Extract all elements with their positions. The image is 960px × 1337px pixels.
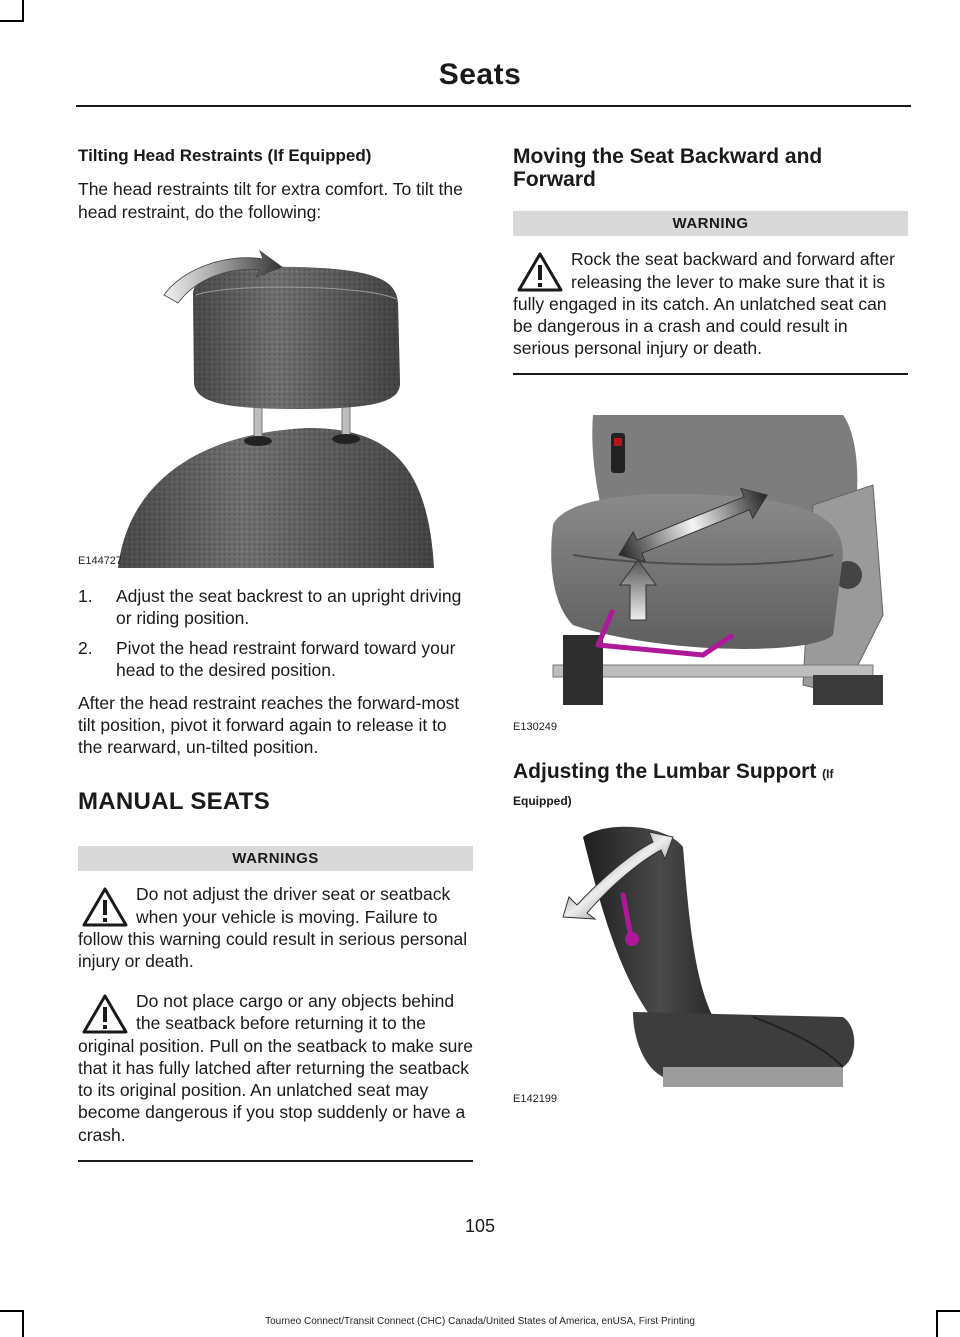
seat-slide-figure bbox=[513, 405, 908, 735]
lumbar-illustration bbox=[513, 817, 908, 1107]
warning-block bbox=[513, 248, 908, 359]
crop-mark bbox=[0, 1310, 24, 1312]
warning-text: Do not adjust the driver seat or seatback when your vehicle is moving. Failure to follow this warning could result in serious personal injury or death. bbox=[78, 884, 468, 972]
head-restraint-illustration bbox=[78, 233, 473, 569]
crop-mark bbox=[22, 0, 24, 22]
warning-triangle-icon bbox=[82, 887, 128, 927]
warning-triangle-icon bbox=[517, 252, 563, 292]
seat-slide-illustration bbox=[513, 405, 908, 735]
crop-mark bbox=[0, 20, 24, 22]
right-column bbox=[513, 146, 908, 1107]
step-text: Pivot the head restraint forward toward your head to the desired position. bbox=[116, 638, 456, 681]
lumbar-heading-text: Adjusting the Lumbar Support bbox=[513, 760, 817, 784]
crop-mark bbox=[936, 1310, 960, 1312]
warning-end-rule bbox=[78, 1160, 473, 1162]
left-column bbox=[78, 146, 473, 1162]
header-divider bbox=[76, 105, 911, 107]
warning-block bbox=[78, 883, 473, 972]
list-item bbox=[78, 585, 473, 629]
moving-seat-heading: Moving the Seat Backward and Forward bbox=[513, 145, 823, 191]
lumbar-heading-suffix-2: Equipped) bbox=[513, 794, 572, 809]
page-title: Seats bbox=[438, 58, 522, 91]
lumbar-figure bbox=[513, 817, 908, 1107]
step-text: Adjust the seat backrest to an upright driving or riding position. bbox=[116, 585, 462, 629]
head-restraint-figure bbox=[78, 233, 473, 569]
footer-text: Tourneo Connect/Transit Connect (CHC) Canada/United States of America, enUSA, First Printing bbox=[265, 1316, 695, 1327]
figure-code: E130249 bbox=[513, 721, 558, 734]
manual-seats-heading: MANUAL SEATS bbox=[78, 788, 271, 816]
warning-label: WARNING bbox=[513, 211, 908, 236]
page-number: 105 bbox=[464, 1216, 496, 1236]
warning-end-rule bbox=[513, 373, 908, 375]
tilting-heading: Tilting Head Restraints (If Equipped) bbox=[78, 146, 372, 165]
list-item bbox=[78, 637, 473, 681]
figure-code: E144727 bbox=[78, 554, 123, 567]
figure-code: E142199 bbox=[513, 1092, 558, 1105]
step-number: 2. bbox=[78, 638, 93, 659]
warning-text: Rock the seat backward and forward after releasing the lever to make sure that it is fully engaged in its catch. An unlatched seat can be dangerous in a crash and could result in serious personal injury or death. bbox=[513, 249, 895, 359]
tilting-steps bbox=[78, 585, 473, 682]
warning-block bbox=[78, 990, 473, 1146]
warning-triangle-icon bbox=[82, 994, 128, 1034]
warnings-label: WARNINGS bbox=[78, 846, 473, 871]
warning-text: Do not place cargo or any objects behind the seatback before returning it to the original position. Pull on the seatback to make sure that it has fully latched after returning the seatback to its original position. An unlatched seat may become dangerous if you stop suddenly or have a crash. bbox=[78, 991, 473, 1145]
step-number: 1. bbox=[78, 585, 93, 606]
lumbar-heading bbox=[513, 761, 908, 784]
lumbar-heading-suffix-line bbox=[513, 788, 908, 811]
tilting-after-text: After the head restraint reaches the forward-most tilt position, pivot it forward again to release it to the rearward, un-tilted position. bbox=[78, 692, 460, 758]
tilting-intro: The head restraints tilt for extra comfort. To tilt the head restraint, do the following: bbox=[78, 179, 463, 222]
lumbar-heading-suffix: (If bbox=[822, 767, 834, 782]
